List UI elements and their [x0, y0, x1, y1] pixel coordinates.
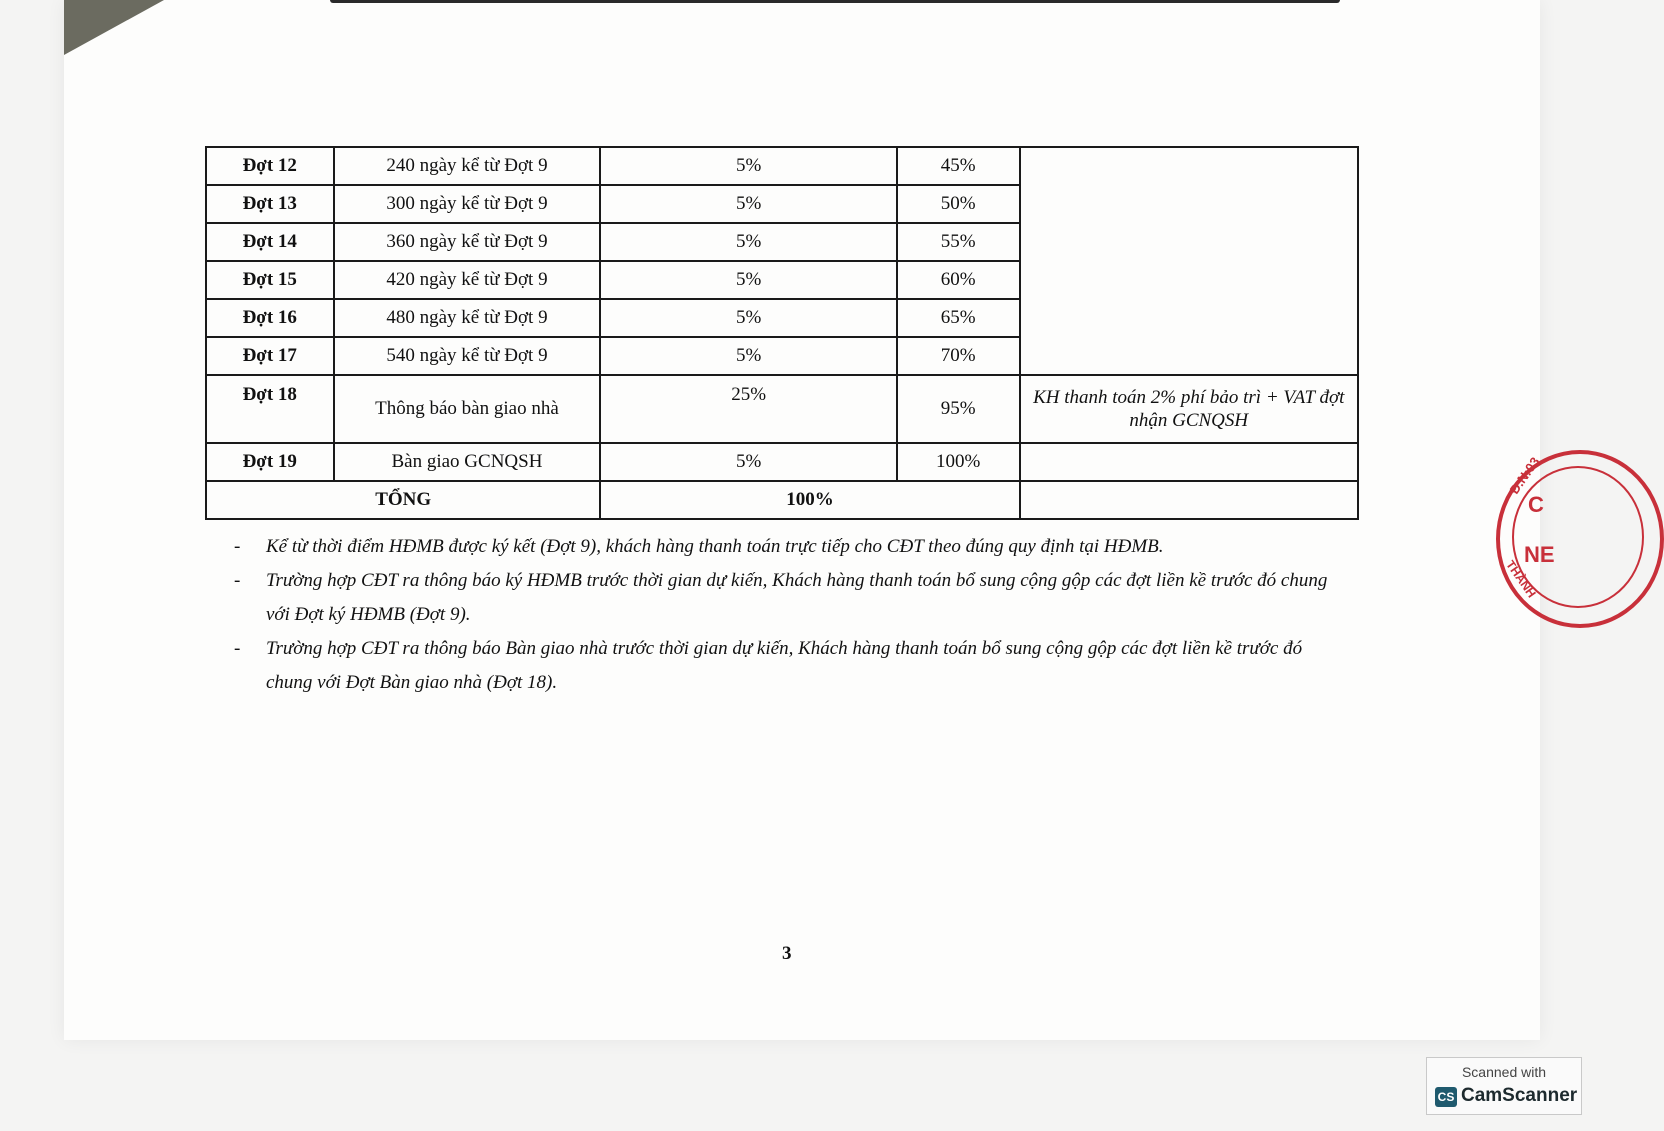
bullet-dash: - [234, 536, 241, 557]
camscanner-watermark [1426, 1057, 1582, 1115]
bullet-dash: - [234, 638, 241, 659]
stamp-code: Đ.N:03 [1506, 454, 1543, 497]
total-row [206, 481, 1358, 519]
notes-list [230, 530, 1350, 700]
percent-cell: 5% [600, 337, 896, 375]
page-number: 3 [782, 943, 792, 964]
time-cell: 300 ngày kể từ Đợt 9 [334, 185, 601, 223]
stage-cell: Đợt 17 [206, 337, 334, 375]
table-row [206, 443, 1358, 481]
bullet-dash: - [234, 570, 241, 591]
percent-cell: 5% [600, 147, 896, 185]
stamp-bottom-text: THÀNH [1503, 557, 1539, 601]
note-cell [1020, 443, 1359, 481]
camscanner-logo-icon: CS [1435, 1087, 1457, 1107]
time-cell: Bàn giao GCNQSH [334, 443, 601, 481]
list-item [230, 530, 1350, 564]
note-text: Trường hợp CĐT ra thông báo ký HĐMB trước thời gian dự kiến, Khách hàng thanh toán bổ sung cộng gộp các đợt liền kề trước đó chung với Đợt ký HĐMB (Đợt 9). [266, 570, 1328, 625]
payment-schedule-table [205, 146, 1359, 520]
stamp-letter: C [1528, 492, 1544, 517]
total-value: 100% [600, 481, 1019, 519]
page-top-edge [330, 0, 1340, 3]
stage-cell: Đợt 19 [206, 443, 334, 481]
stage-cell: Đợt 15 [206, 261, 334, 299]
cumulative-cell: 95% [897, 375, 1020, 443]
watermark-caption: Scanned with [1461, 1064, 1547, 1080]
cumulative-cell: 55% [897, 223, 1020, 261]
stage-cell: Đợt 18 [206, 375, 334, 443]
cumulative-cell: 70% [897, 337, 1020, 375]
cumulative-cell: 50% [897, 185, 1020, 223]
stage-cell: Đợt 14 [206, 223, 334, 261]
percent-cell: 5% [600, 261, 896, 299]
table-row [206, 375, 1358, 443]
note-text: Kể từ thời điểm HĐMB được ký kết (Đợt 9), khách hàng thanh toán trực tiếp cho CĐT theo đúng quy định tại HĐMB. [266, 536, 1164, 557]
note-text: Trường hợp CĐT ra thông báo Bàn giao nhà trước thời gian dự kiến, Khách hàng thanh toán bổ sung cộng gộp các đợt liền kề trước đó chung với Đợt Bàn giao nhà (Đợt 18). [266, 638, 1303, 693]
cumulative-cell: 45% [897, 147, 1020, 185]
stage-cell: Đợt 13 [206, 185, 334, 223]
note-cell [1020, 147, 1359, 375]
cumulative-cell: 60% [897, 261, 1020, 299]
stamp-text: NE [1524, 542, 1555, 567]
stage-cell: Đợt 12 [206, 147, 334, 185]
list-item [230, 564, 1350, 632]
cumulative-cell: 100% [897, 443, 1020, 481]
stamp-icon [1496, 430, 1555, 630]
cumulative-cell: 65% [897, 299, 1020, 337]
percent-cell: 25% [600, 375, 896, 443]
note-cell [1020, 481, 1359, 519]
time-cell: 540 ngày kể từ Đợt 9 [334, 337, 601, 375]
percent-cell: 5% [600, 223, 896, 261]
percent-cell: 5% [600, 299, 896, 337]
time-cell: 360 ngày kể từ Đợt 9 [334, 223, 601, 261]
time-cell: 420 ngày kể từ Đợt 9 [334, 261, 601, 299]
stage-cell: Đợt 16 [206, 299, 334, 337]
watermark-brand: CamScanner [1461, 1085, 1578, 1106]
list-item [230, 632, 1350, 700]
total-label: TỔNG [206, 481, 600, 519]
stamp-ring [1496, 450, 1664, 628]
time-cell: 480 ngày kể từ Đợt 9 [334, 299, 601, 337]
time-cell: Thông báo bàn giao nhà [334, 375, 601, 443]
note-cell: KH thanh toán 2% phí bảo trì + VAT đợt nhận GCNQSH [1020, 375, 1359, 443]
percent-cell: 5% [600, 443, 896, 481]
table-row [206, 147, 1358, 185]
percent-cell: 5% [600, 185, 896, 223]
time-cell: 240 ngày kể từ Đợt 9 [334, 147, 601, 185]
